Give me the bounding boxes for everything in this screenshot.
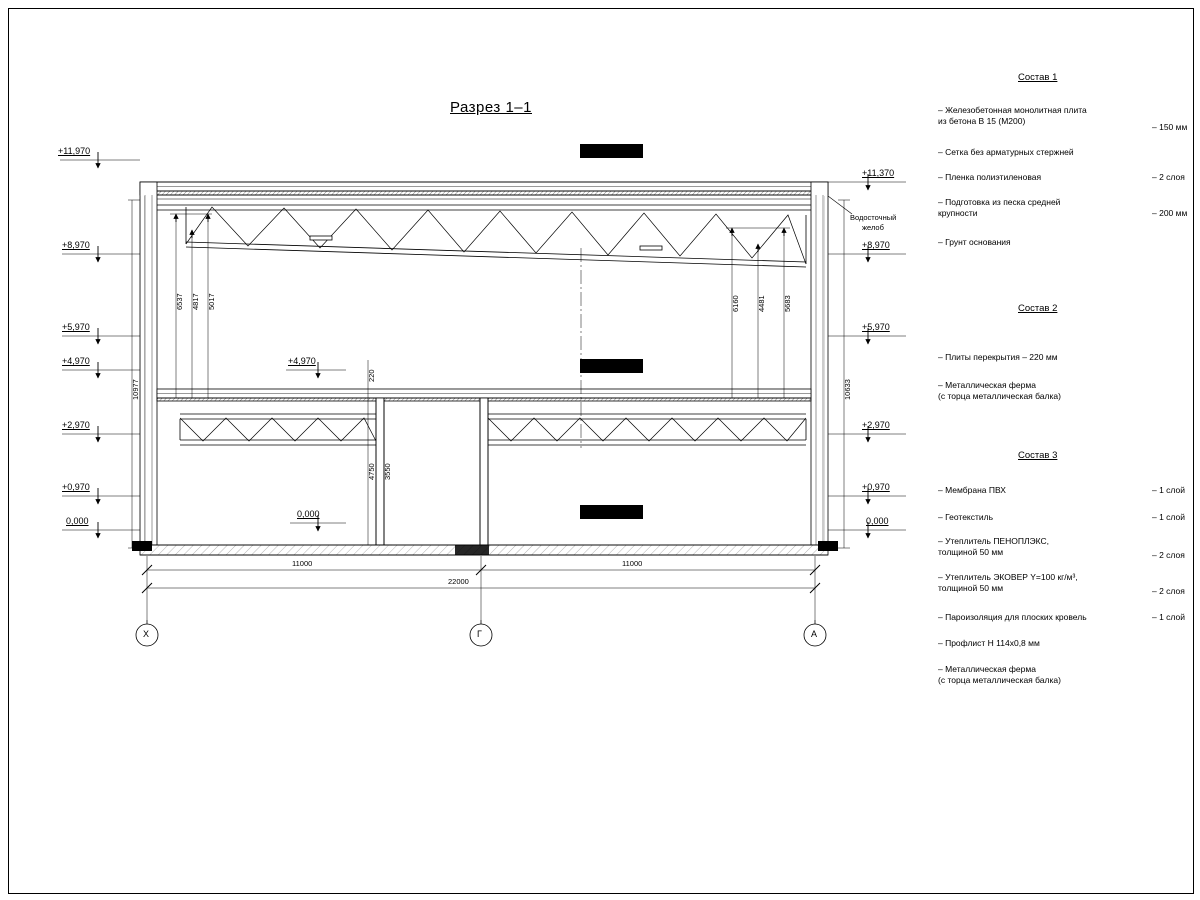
dim-horizontal-left: 11000: [292, 559, 313, 568]
level-label-left-0: +11,970: [58, 146, 91, 156]
spec-title-1: Состав 1: [1018, 72, 1058, 83]
axis-mark-x: Х: [143, 629, 150, 639]
spec-1-item-6: – Грунт основания: [938, 237, 1011, 247]
level-label-inner-1: 0,000: [297, 509, 320, 519]
spec-3-item-2: – Утеплитель ПЕНОПЛЭКС,: [938, 536, 1049, 546]
dim-vertical-left-5017: 5017: [207, 293, 216, 310]
spec-title-3: Состав 3: [1018, 450, 1058, 461]
spec-title-2: Состав 2: [1018, 303, 1058, 314]
level-label-left-2: +5,970: [62, 322, 90, 332]
spec-3-item-3: толщиной 50 мм: [938, 547, 1004, 557]
spec-2-item-0: – Плиты перекрытия – 220 мм: [938, 352, 1058, 362]
spec-1-qty-5: – 200 мм: [1152, 208, 1188, 218]
spec-1-item-0: – Железобетонная монолитная плита: [938, 105, 1087, 115]
spec-1-item-2: – Сетка без арматурных стержней: [938, 147, 1074, 157]
spec-1-item-4: – Подготовка из песка средней: [938, 197, 1061, 207]
level-label-left-5: +0,970: [62, 482, 90, 492]
spec-3-qty-0: – 1 слой: [1152, 485, 1185, 495]
level-label-inner-0: +4,970: [288, 356, 316, 366]
spec-1-item-5: крупности: [938, 208, 978, 218]
callout-gutter-line2: желоб: [862, 223, 884, 232]
page-title: Разрез 1–1: [450, 99, 532, 116]
spec-1-item-3: – Пленка полиэтиленовая: [938, 172, 1042, 182]
spec-3-item-8: – Металлическая ферма: [938, 664, 1036, 674]
level-label-left-3: +4,970: [62, 356, 90, 366]
level-label-right-4: +0,970: [862, 482, 890, 492]
spec-3-item-0: – Мембрана ПВХ: [938, 485, 1006, 495]
spec-2-item-2: (с торца металлическая балка): [938, 391, 1061, 401]
dim-vertical-right-5683: 5683: [783, 295, 792, 312]
spec-3-qty-6: – 1 слой: [1152, 612, 1185, 622]
level-label-right-3: +2,970: [862, 420, 890, 430]
spec-1-item-1: из бетона В 15 (М200): [938, 116, 1026, 126]
dim-vertical-center-3550: 3550: [383, 463, 392, 480]
dim-vertical-left-4817: 4817: [191, 293, 200, 310]
spec-3-qty-3: – 2 слоя: [1152, 550, 1185, 560]
level-label-left-6: 0,000: [66, 516, 89, 526]
dim-vertical-left-6537: 6537: [175, 293, 184, 310]
dim-vertical-center-220: 220: [367, 369, 376, 382]
section-marker-bottom: [580, 505, 643, 519]
dim-vertical-left-10977: 10977: [131, 379, 140, 400]
axis-mark-a: А: [811, 629, 818, 639]
level-label-right-5: 0,000: [866, 516, 889, 526]
spec-3-item-6: – Пароизоляция для плоских кровель: [938, 612, 1087, 622]
spec-2-item-1: – Металлическая ферма: [938, 380, 1036, 390]
spec-3-item-4: – Утеплитель ЭКОВЕР Y=100 кг/м³,: [938, 572, 1078, 582]
dim-horizontal-total: 22000: [448, 577, 469, 586]
spec-3-qty-1: – 1 слой: [1152, 512, 1185, 522]
section-marker-top: [580, 144, 643, 158]
spec-3-qty-5: – 2 слоя: [1152, 586, 1185, 596]
dim-vertical-right-6160: 6160: [731, 295, 740, 312]
dim-vertical-right-4481: 4481: [757, 295, 766, 312]
axis-mark-g: Г: [477, 629, 482, 639]
dim-vertical-right-10633: 10633: [843, 379, 852, 400]
spec-3-item-5: толщиной 50 мм: [938, 583, 1004, 593]
spec-1-qty-3: – 2 слоя: [1152, 172, 1185, 182]
spec-3-item-7: – Профлист Н 114х0,8 мм: [938, 638, 1040, 648]
level-label-left-1: +8,970: [62, 240, 90, 250]
dim-horizontal-right: 11000: [622, 559, 643, 568]
spec-1-qty-1: – 150 мм: [1152, 122, 1188, 132]
level-label-right-2: +5,970: [862, 322, 890, 332]
spec-3-item-9: (с торца металлическая балка): [938, 675, 1061, 685]
level-label-right-0: +11,370: [862, 168, 895, 178]
callout-gutter-line1: Водосточный: [850, 213, 897, 222]
level-label-left-4: +2,970: [62, 420, 90, 430]
spec-3-item-1: – Геотекстиль: [938, 512, 994, 522]
section-marker-middle: [580, 359, 643, 373]
level-label-right-1: +8,970: [862, 240, 890, 250]
dim-vertical-center-4750: 4750: [367, 463, 376, 480]
